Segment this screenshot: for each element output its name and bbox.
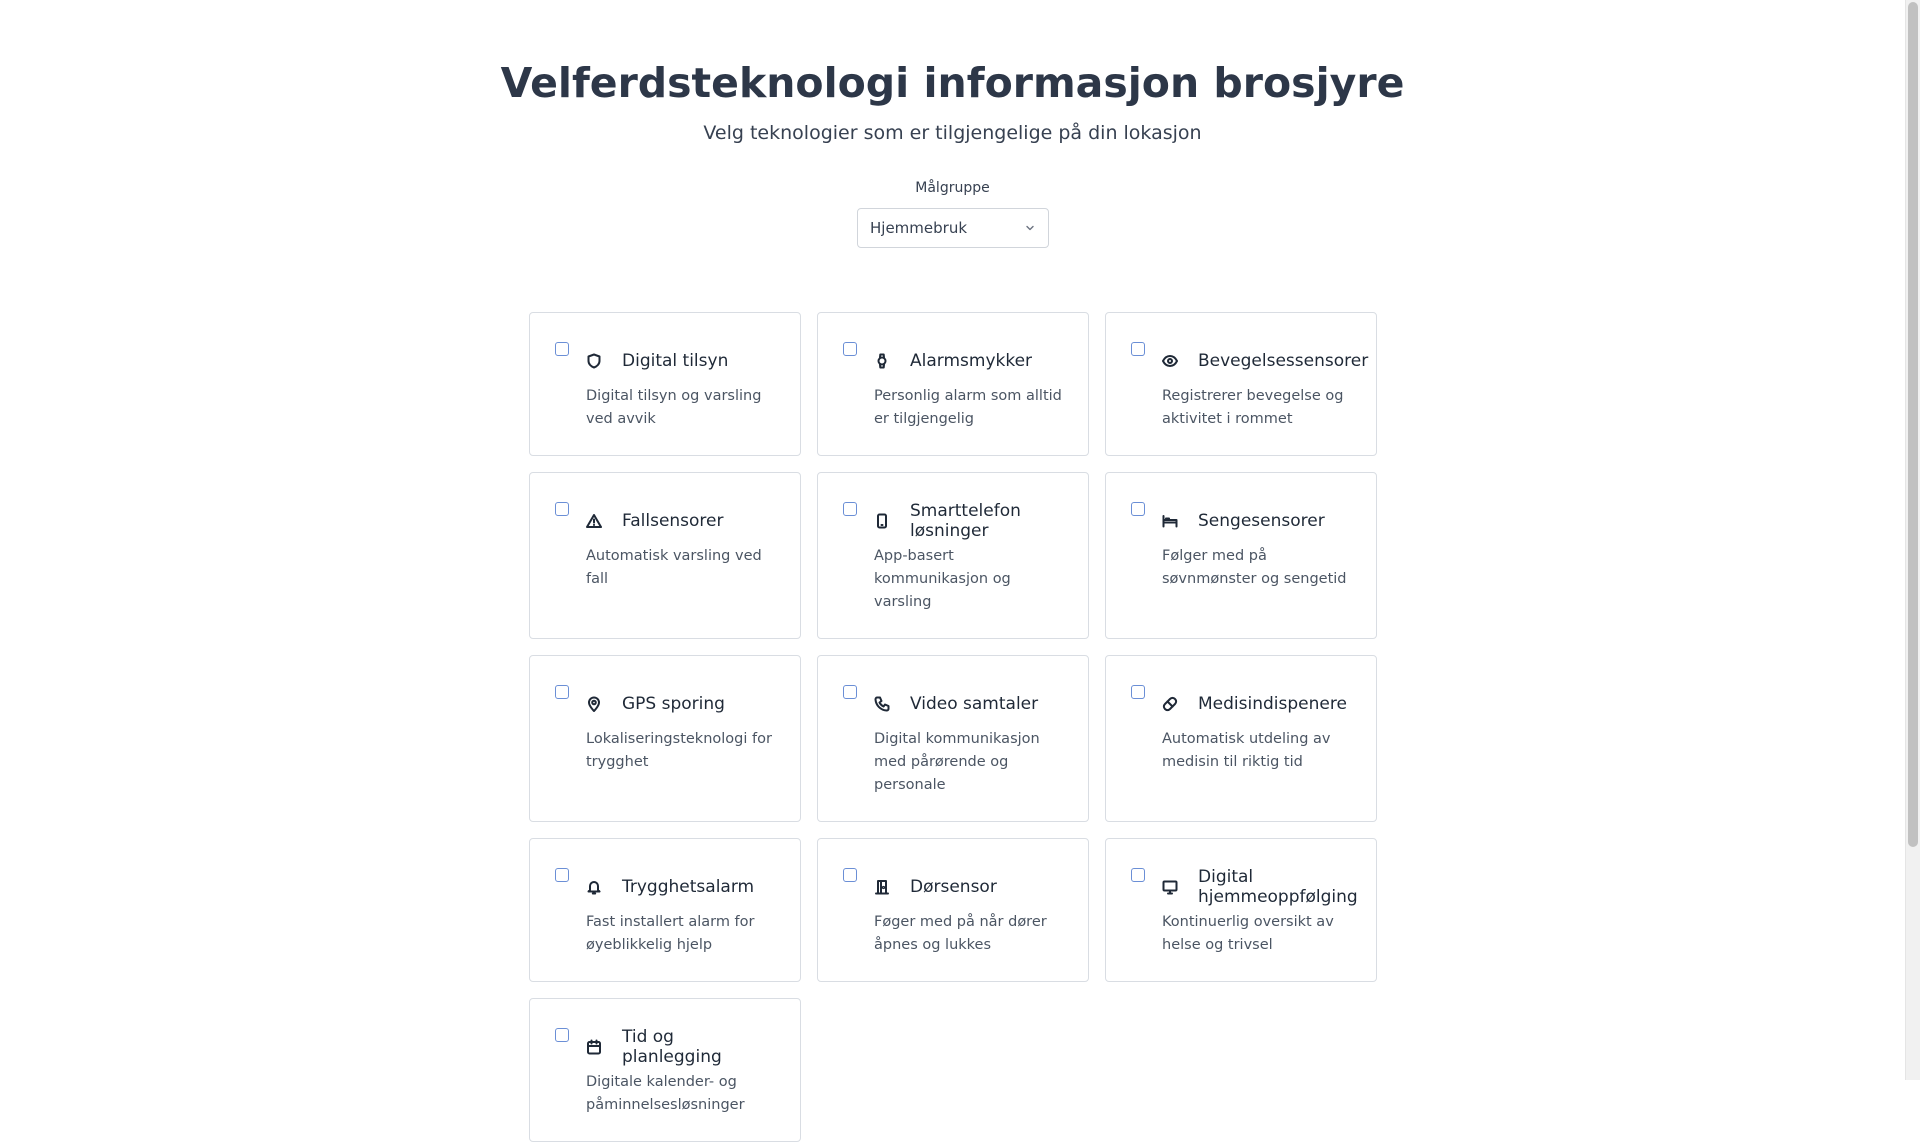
technology-name: Alarmsmykker — [910, 351, 1033, 371]
bell-icon — [586, 879, 602, 895]
eye-icon — [1162, 353, 1178, 369]
technology-description: Følger med på søvnmønster og sengetid — [1162, 548, 1347, 587]
technology-checkbox[interactable] — [1131, 342, 1145, 356]
technology-checkbox[interactable] — [555, 502, 569, 516]
map-pin-icon — [586, 696, 602, 712]
technology-card[interactable] — [817, 655, 1089, 822]
technology-checkbox[interactable] — [1131, 868, 1145, 882]
warning-icon — [586, 513, 602, 529]
scrollbar-thumb[interactable] — [1908, 2, 1918, 847]
technology-description: Fast installert alarm for øyeblikkelig hjelp — [586, 914, 755, 953]
technology-card[interactable] — [529, 655, 801, 822]
technology-checkbox[interactable] — [555, 685, 569, 699]
technology-card[interactable] — [529, 998, 801, 1142]
technology-name: Tid og planlegging — [622, 1027, 722, 1067]
technology-description: App-basert kommunikasjon og varsling — [874, 548, 1011, 610]
technology-description: Automatisk utdeling av medisin til riktig tid — [1162, 731, 1331, 770]
technology-card[interactable] — [529, 838, 801, 982]
technology-card[interactable] — [817, 312, 1089, 456]
technology-name: Fallsensorer — [622, 511, 724, 531]
door-icon — [874, 879, 890, 895]
technology-description: Automatisk varsling ved fall — [586, 548, 762, 587]
technology-checkbox[interactable] — [555, 1028, 569, 1042]
target-group-label: Målgruppe — [915, 180, 990, 196]
shield-icon — [586, 353, 602, 369]
technology-card[interactable] — [817, 838, 1089, 982]
technology-description: Kontinuerlig oversikt av helse og trivsel — [1162, 914, 1334, 953]
target-group-value: Hjemmebruk — [870, 219, 968, 237]
pill-icon — [1162, 696, 1178, 712]
technology-checkbox[interactable] — [843, 342, 857, 356]
technology-description: Lokaliseringsteknologi for trygghet — [586, 731, 772, 770]
technology-name: Digital tilsyn — [622, 351, 729, 371]
technology-checkbox[interactable] — [843, 685, 857, 699]
technology-checkbox[interactable] — [555, 342, 569, 356]
technology-name: Medisindispenere — [1198, 694, 1347, 714]
technology-description: Digital tilsyn og varsling ved avvik — [586, 388, 762, 427]
technology-name: Smarttelefon løsninger — [910, 501, 1021, 541]
technology-checkbox[interactable] — [555, 868, 569, 882]
technology-name: Dørsensor — [910, 877, 997, 897]
phone-icon — [874, 696, 890, 712]
calendar-icon — [586, 1039, 602, 1055]
technology-checkbox[interactable] — [1131, 685, 1145, 699]
technology-name: Bevegelsessensorer — [1198, 351, 1369, 371]
chevron-down-icon — [1024, 222, 1036, 234]
technology-name: Video samtaler — [910, 694, 1039, 714]
page-scrollbar[interactable] — [1905, 0, 1920, 1080]
technology-checkbox[interactable] — [1131, 502, 1145, 516]
target-group-select[interactable] — [857, 208, 1049, 248]
monitor-icon — [1162, 879, 1178, 895]
technology-description: Personlig alarm som alltid er tilgjengelig — [874, 388, 1062, 427]
page-title: Velferdsteknologi informasjon brosjyre — [500, 59, 1405, 107]
technology-checkbox[interactable] — [843, 868, 857, 882]
technology-name: GPS sporing — [622, 694, 725, 714]
technology-card[interactable] — [1105, 312, 1377, 456]
page-subtitle: Velg teknologier som er tilgjengelige på din lokasjon — [703, 122, 1202, 144]
technology-grid — [529, 312, 1378, 1142]
technology-description: Digitale kalender- og påminnelsesløsninger — [586, 1074, 745, 1113]
technology-card[interactable] — [529, 472, 801, 639]
technology-description: Registrerer bevegelse og aktivitet i rommet — [1162, 388, 1344, 427]
technology-card[interactable] — [1105, 472, 1377, 639]
bed-icon — [1162, 513, 1178, 529]
smartphone-icon — [874, 513, 890, 529]
technology-name: Digital hjemmeoppfølging — [1198, 867, 1358, 907]
technology-checkbox[interactable] — [843, 502, 857, 516]
technology-description: Føger med på når dører åpnes og lukkes — [874, 914, 1047, 953]
technology-description: Digital kommunikasjon med pårørende og personale — [874, 731, 1040, 793]
technology-name: Sengesensorer — [1198, 511, 1325, 531]
technology-card[interactable] — [529, 312, 801, 456]
technology-card[interactable] — [1105, 838, 1377, 982]
watch-icon — [874, 353, 890, 369]
technology-card[interactable] — [817, 472, 1089, 639]
technology-card[interactable] — [1105, 655, 1377, 822]
technology-name: Trygghetsalarm — [622, 877, 755, 897]
